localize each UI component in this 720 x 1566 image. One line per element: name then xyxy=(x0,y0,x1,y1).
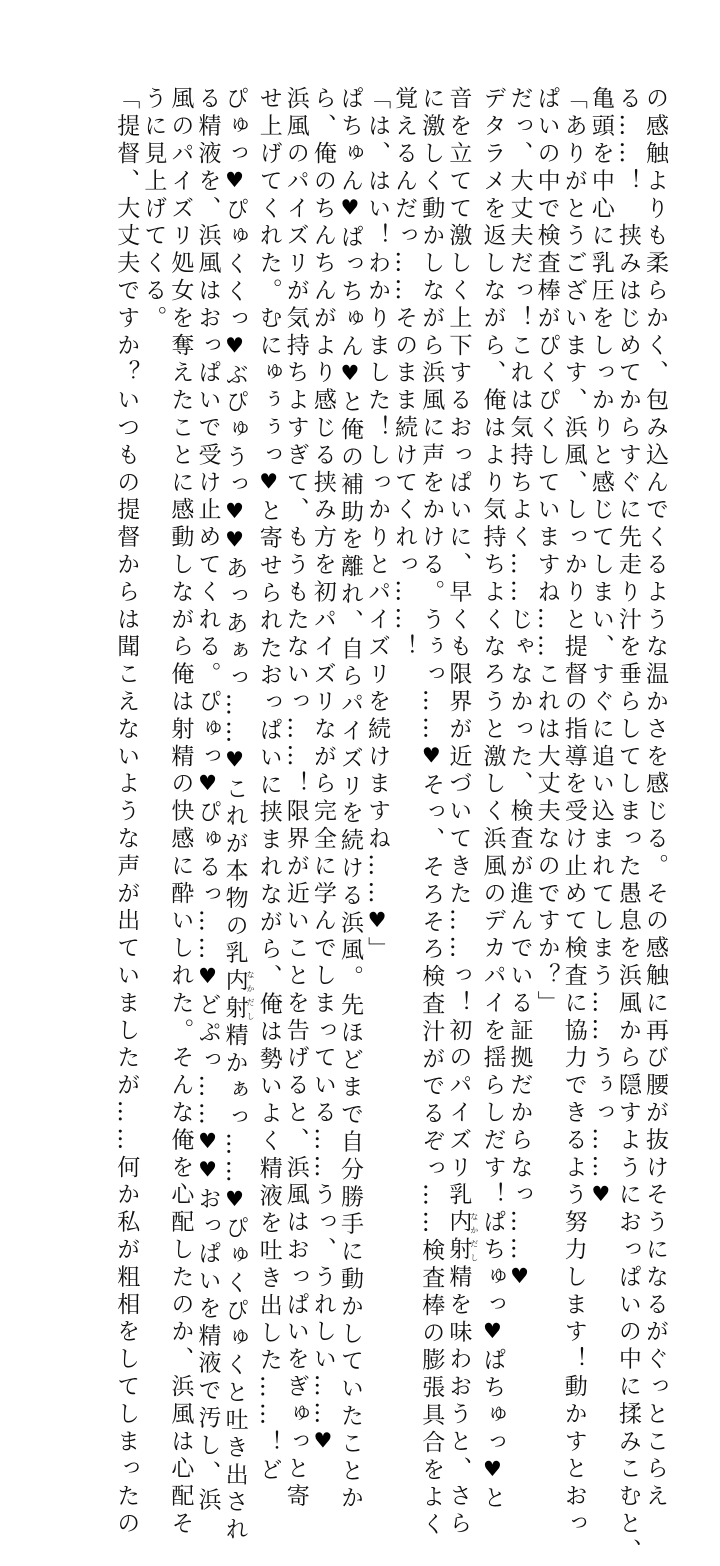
text-column-19: うに見上げてくる。 xyxy=(140,86,167,333)
text-column-10: 覚えるんだっ……そのまま続けてくれっ……！ xyxy=(391,86,418,662)
text-column-18: 風のパイズリ処女を奪えたことに感動しながら俺は射精の快感に酔いしれた。そんな俺を心配したのか、浜風は心配そ xyxy=(167,86,194,1539)
heart-icon: ♥ xyxy=(195,1157,220,1187)
text-column-3: 亀頭を中心に乳圧をしっかりと感じてしまい、すぐに追い込まれてしまう……うぅっ……♥ xyxy=(587,86,614,1211)
text-column-4: 「ありがとうございます、浜風、しっかりと提督の指導を受け止めて検査に協力できるよう努力します！動かすとおっ xyxy=(560,86,587,1539)
heart-icon: ♥ xyxy=(365,908,390,937)
text-column-6: だっ、大丈夫だっ！これは気持ちよく……じゃなかった、検査が進んでいる証拠だからなっ……♥ xyxy=(506,86,533,1293)
text-column-8: 音を立てて激しく上下するおっぱいに、早くも限界が近づいてきた……っ！初のパイズリ乳内射なかだし精を味わおうと、さら xyxy=(445,86,479,1539)
text-column-9: に激しく動かしながら浜風に声をかける。うぅっ……♥そっ、そろそろ検査汁がでるぞっ……検査棒の膨張具合をよく xyxy=(418,86,445,1540)
heart-icon: ♥ xyxy=(222,527,247,556)
heart-icon: ♥ xyxy=(419,743,444,773)
text-column-15: せ上げてくれた。むにゅぅぅっ♥と寄せられたおっぱいに挟まれながら、俺は勢いよく精液を吐き出した……！ど xyxy=(255,86,282,1485)
text-column-11: 「は、はい！わかりました！しっかりとパイズリを続けますね……♥」 xyxy=(364,86,391,964)
text-column-12: ぱちゅん♥ぱっちゅん♥と俺の補助を離れ、自らパイズリを続ける浜風。先ほどまで自分勝手に動かしていたことか xyxy=(336,86,363,1513)
heart-icon: ♥ xyxy=(195,963,220,993)
heart-icon: ♥ xyxy=(507,1264,532,1293)
text-column-13: ら、俺のちんちんがより感じる挟み方を初パイズリながら完全に学んでしまっている……うっ、うれしい……♥ xyxy=(309,86,336,1458)
heart-icon: ♥ xyxy=(480,1319,505,1348)
text-column-7: デタラメを返しながら、俺はより気持ちよくなろうと激しく浜風のデカパイを揺らしだす！ぱちゅっ♥ぱちゅっ♥と xyxy=(479,86,506,1513)
heart-icon: ♥ xyxy=(337,361,362,390)
heart-icon: ♥ xyxy=(222,747,247,777)
heart-icon: ♥ xyxy=(195,1129,220,1158)
text-column-17: る精液を、浜風はおっぱいで受け止めてくれる。ぴゅっ♥ぴゅるっ……♥どぷっ……♥♥おっぱいを精液で汚し、浜 xyxy=(194,86,221,1515)
heart-icon: ♥ xyxy=(222,1187,247,1216)
heart-icon: ♥ xyxy=(310,1428,335,1458)
heart-icon: ♥ xyxy=(222,168,247,197)
heart-icon: ♥ xyxy=(588,1182,613,1211)
heart-icon: ♥ xyxy=(480,1457,505,1486)
heart-icon: ♥ xyxy=(195,771,220,800)
heart-icon: ♥ xyxy=(222,499,247,528)
text-column-5: ぱいの中で検査棒がぴくぴくしていますね……これは大丈夫なのですか？」 xyxy=(533,86,560,1018)
text-column-16: ぴゅっ♥ぴゅくくっ♥ぶぴゅうっ♥♥あっあぁっ……♥これが本物の乳内射なかだし精かぁっ……♥ぴゅくぴゅくと吐き出され xyxy=(221,86,256,1545)
heart-icon: ♥ xyxy=(222,333,247,363)
text-column-2: る……！ 挟みはじめてからすぐに先走り汁を垂らしてしまった愚息を浜風から隠すようにおっぱいの中に揉みこむと、 xyxy=(614,86,641,1566)
heart-icon: ♥ xyxy=(337,195,362,225)
text-column-14: 浜風のパイズリが気持ちよすぎて、もうもたないっ……！限界が近いことを告げると、浜風はおっぱいをぎゅっと寄 xyxy=(282,86,309,1511)
text-column-20: 「提督、大丈夫ですか？いつもの提督からは聞こえないような声が出ていましたが……何か私が粗相をしてしまったの xyxy=(113,86,140,1539)
heart-icon: ♥ xyxy=(256,469,281,499)
text-column-1: の感触よりも柔らかく、包み込んでくるような温かさを感じる。その感触に再び腰が抜けそうになるがぐっとこらえ xyxy=(642,86,668,1511)
vertical-text-block xyxy=(112,86,668,1566)
